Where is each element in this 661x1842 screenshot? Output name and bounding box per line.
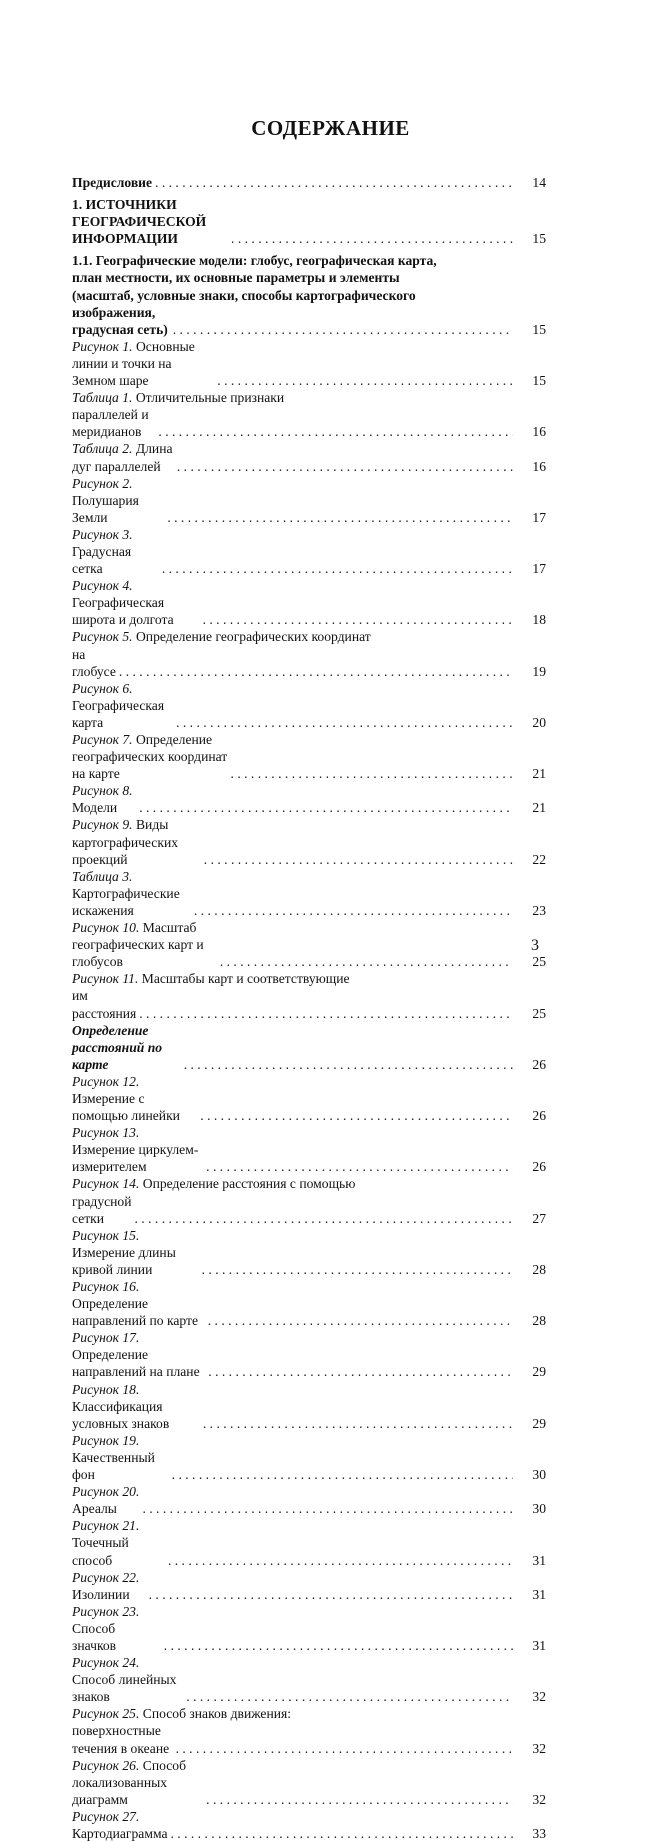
toc-entry-figure-23[interactable]	[72, 1603, 546, 1654]
toc-page: 33	[532, 1826, 546, 1841]
toc-entry-figure-4[interactable]	[72, 577, 546, 628]
dot-leader	[176, 1740, 513, 1757]
toc-page: 31	[532, 1586, 546, 1602]
toc-page: 31	[532, 1552, 546, 1568]
toc-page: 15	[532, 373, 546, 389]
dot-leader	[184, 1056, 513, 1073]
toc-prefix: Рисунок 16.	[72, 1279, 140, 1294]
toc-label: Способ локализованных диаграмм	[72, 1757, 187, 1807]
toc-entry-figure-8[interactable]	[72, 782, 546, 816]
toc-label: параллелей и меридианов	[72, 407, 149, 440]
toc-entry-table-3[interactable]	[72, 868, 546, 919]
toc-page: 32	[532, 1791, 546, 1807]
toc-label: Масштаб географических карт и глобусов	[72, 920, 204, 970]
toc-entry-figure-15[interactable]	[72, 1227, 546, 1278]
toc-entry-figure-19[interactable]	[72, 1432, 546, 1483]
toc-entry-figure-12[interactable]	[72, 1073, 546, 1124]
toc-entry-figure-11[interactable]	[72, 970, 546, 1021]
toc-page: 25	[532, 954, 546, 970]
toc-entry-figure-13[interactable]	[72, 1124, 546, 1175]
toc-page: 30	[532, 1501, 546, 1517]
dot-leader	[158, 423, 513, 440]
toc-label: Определение направлений по карте	[72, 1296, 199, 1329]
toc-page: 16	[532, 458, 546, 474]
dot-leader	[231, 230, 513, 247]
toc-label-line: план местности, их основные параметры и элементы	[72, 270, 400, 286]
toc-entry-distance-subsection[interactable]	[72, 1022, 546, 1073]
toc-entry-preface[interactable]	[72, 174, 546, 191]
toc-page: 20	[532, 714, 546, 730]
dot-leader	[208, 1312, 513, 1329]
toc-prefix: Рисунок 6.	[72, 680, 133, 696]
dot-leader	[194, 902, 513, 919]
toc-page: 32	[532, 1740, 546, 1756]
dot-leader	[203, 1415, 513, 1432]
toc-label: Определение направлений на плане	[72, 1347, 200, 1380]
toc-label: Географическая широта и долгота	[72, 595, 174, 628]
toc-page: 21	[532, 766, 546, 782]
toc-label: Виды картографических проекций	[72, 817, 179, 867]
toc-label: им расстояния	[72, 988, 137, 1021]
toc-label-line: Определение расстояния с помощью	[142, 1176, 356, 1192]
toc-entry-figure-14[interactable]	[72, 1175, 546, 1226]
toc-prefix: Рисунок 14.	[72, 1176, 140, 1192]
dot-leader	[172, 1466, 513, 1483]
toc-label-line: Отличительные признаки	[135, 390, 285, 406]
toc-prefix: Рисунок 17.	[72, 1330, 140, 1346]
toc-page: 25	[532, 1005, 546, 1021]
toc-prefix: Рисунок 26.	[72, 1757, 140, 1773]
toc-prefix: Рисунок 18.	[72, 1381, 140, 1397]
toc-entry-figure-22[interactable]	[72, 1569, 546, 1603]
toc-prefix: Рисунок 12.	[72, 1073, 140, 1089]
dot-leader	[204, 851, 513, 868]
toc-label: Основные линии и точки на Земном шаре	[72, 338, 195, 389]
dot-leader	[139, 1005, 513, 1022]
dot-leader	[149, 1586, 513, 1603]
toc-label: Измерение длины кривой линии	[72, 1244, 176, 1277]
toc-entry-figure-9[interactable]	[72, 816, 546, 867]
page-title: СОДЕРЖАНИЕ	[251, 116, 410, 140]
toc-entry-figure-16[interactable]	[72, 1278, 546, 1329]
toc-label: Определение географических координат на карте	[72, 732, 228, 782]
toc-prefix: Рисунок 8.	[72, 783, 133, 799]
toc-entry-figure-24[interactable]	[72, 1654, 546, 1705]
toc-entry-figure-20[interactable]	[72, 1483, 546, 1517]
toc-page: 16	[532, 424, 546, 440]
toc-entry-figure-6[interactable]	[72, 680, 546, 731]
toc-entry-table-2[interactable]	[72, 440, 546, 474]
toc-page: 23	[532, 902, 546, 918]
toc-page: 22	[532, 851, 546, 867]
dot-leader	[164, 1637, 513, 1654]
toc-page: 21	[532, 800, 546, 816]
toc-entry-figure-25[interactable]	[72, 1705, 546, 1756]
toc-label-line: Определение географических координат	[135, 629, 371, 645]
toc-label: Способ значков	[72, 1620, 117, 1653]
toc-label: Изолинии	[72, 1586, 130, 1602]
toc-label: Картодиаграмма	[72, 1826, 168, 1841]
dot-leader	[177, 458, 513, 475]
toc-page: 17	[532, 561, 546, 577]
toc-label: Модели	[72, 800, 118, 816]
toc-entry-figure-18[interactable]	[72, 1381, 546, 1432]
dot-leader	[168, 1552, 513, 1569]
toc-page: 32	[532, 1689, 546, 1705]
toc-label: Длина дуг параллелей	[72, 441, 173, 474]
dot-leader	[231, 765, 513, 782]
toc-prefix: Рисунок 9.	[72, 817, 133, 833]
toc-prefix: Рисунок 21.	[72, 1518, 140, 1534]
toc-label: Географическая карта	[72, 697, 165, 730]
toc-entry-figure-2[interactable]	[72, 475, 546, 526]
toc-label-line: Способ знаков движения:	[142, 1706, 292, 1722]
toc-prefix: Рисунок 20.	[72, 1484, 140, 1500]
page-number: 3	[531, 937, 539, 954]
toc-label: Градусная сетка	[72, 543, 132, 577]
toc-page: 29	[532, 1364, 546, 1380]
toc-prefix: Рисунок 2.	[72, 475, 133, 491]
toc-label: поверхностные течения в океане	[72, 1723, 170, 1756]
toc-page: 29	[532, 1415, 546, 1431]
toc-label: 1. ИСТОЧНИКИ ГЕОГРАФИЧЕСКОЙ ИНФОРМАЦИИ	[72, 197, 207, 247]
toc-prefix: Рисунок 13.	[72, 1125, 140, 1141]
toc-prefix: Рисунок 25.	[72, 1706, 140, 1722]
toc-prefix: Рисунок 27.	[72, 1808, 140, 1824]
toc-prefix: Рисунок 1.	[72, 338, 133, 354]
toc-page: 26	[532, 1108, 546, 1124]
dot-leader	[173, 321, 513, 338]
toc-prefix: Рисунок 24.	[72, 1655, 140, 1671]
dot-leader	[139, 799, 513, 816]
toc-label: Способ линейных знаков	[72, 1672, 177, 1705]
dot-leader	[203, 611, 513, 628]
table-of-contents	[72, 174, 546, 1842]
toc-page: 27	[532, 1210, 546, 1226]
toc-page: 19	[532, 663, 546, 679]
dot-leader	[170, 1825, 513, 1842]
toc-prefix: Рисунок 5.	[72, 629, 133, 645]
toc-entry-figure-7[interactable]	[72, 731, 546, 782]
toc-page: 15	[532, 321, 546, 337]
toc-label: Качественный фон	[72, 1449, 155, 1483]
toc-label: Предисловие	[72, 175, 153, 190]
toc-prefix: Рисунок 22.	[72, 1569, 140, 1585]
toc-entry-figure-3[interactable]	[72, 526, 546, 577]
toc-entry-figure-10[interactable]	[72, 919, 546, 970]
toc-entry-figure-1[interactable]	[72, 338, 546, 389]
toc-label: изображения, градусная сеть)	[72, 304, 168, 337]
toc-entry-table-1[interactable]	[72, 389, 546, 440]
toc-entry-figure-5[interactable]	[72, 628, 546, 679]
dot-leader	[206, 1158, 513, 1175]
toc-prefix: Рисунок 19.	[72, 1432, 140, 1448]
toc-prefix: Рисунок 4.	[72, 578, 133, 594]
toc-entry-section-1[interactable]	[72, 196, 546, 247]
toc-label: Классификация условных знаков	[72, 1398, 170, 1431]
toc-label: градусной сетки	[72, 1193, 132, 1226]
dot-leader	[202, 1261, 513, 1278]
toc-prefix: Рисунок 3.	[72, 526, 133, 542]
dot-leader	[155, 174, 513, 191]
toc-page: 15	[532, 231, 546, 247]
toc-page: 18	[532, 612, 546, 628]
toc-entry-section-1-1[interactable]	[72, 252, 546, 337]
toc-page: 17	[532, 509, 546, 525]
toc-label-line: 1.1. Географические модели: глобус, географическая карта,	[72, 253, 437, 269]
toc-label-line: Масштабы карт и соответствующие	[141, 971, 350, 987]
dot-leader	[142, 1500, 513, 1517]
toc-label: на глобусе	[72, 646, 116, 679]
toc-label: Определение расстояний по карте	[72, 1022, 163, 1072]
dot-leader	[167, 509, 513, 526]
toc-label: Точечный способ	[72, 1535, 129, 1568]
toc-label: Картографические искажения	[72, 885, 180, 918]
toc-entry-figure-27[interactable]	[72, 1808, 546, 1842]
toc-page: 30	[532, 1467, 546, 1483]
toc-page: 26	[532, 1159, 546, 1175]
dot-leader	[186, 1688, 513, 1705]
toc-page: 26	[532, 1056, 546, 1072]
toc-entry-figure-21[interactable]	[72, 1517, 546, 1568]
dot-leader	[176, 714, 513, 731]
toc-prefix: Таблица 2.	[72, 441, 133, 457]
toc-label: Измерение с помощью линейки	[72, 1090, 180, 1124]
dot-leader	[206, 1791, 513, 1808]
toc-page: 31	[532, 1637, 546, 1653]
toc-prefix: Рисунок 7.	[72, 732, 133, 747]
dot-leader	[135, 1210, 514, 1227]
toc-entry-figure-26[interactable]	[72, 1757, 546, 1808]
toc-prefix: Рисунок 11.	[72, 971, 139, 987]
dot-leader	[162, 560, 513, 577]
toc-prefix: Рисунок 23.	[72, 1603, 140, 1619]
toc-prefix: Таблица 1.	[72, 390, 133, 406]
toc-entry-figure-17[interactable]	[72, 1329, 546, 1380]
toc-label: Ареалы	[72, 1501, 117, 1517]
toc-prefix: Рисунок 15.	[72, 1227, 140, 1243]
toc-page: 28	[532, 1313, 546, 1329]
toc-page: 14	[532, 175, 546, 190]
dot-leader	[119, 663, 513, 680]
dot-leader	[220, 953, 513, 970]
toc-label: Измерение циркулем-измерителем	[72, 1142, 199, 1175]
toc-prefix: Рисунок 10.	[72, 920, 140, 936]
dot-leader	[200, 1107, 513, 1124]
toc-label-line: (масштаб, условные знаки, способы картографического	[72, 287, 416, 303]
dot-leader	[208, 1363, 513, 1380]
toc-page: 28	[532, 1261, 546, 1277]
toc-label: Полушария Земли	[72, 492, 139, 525]
dot-leader	[217, 372, 513, 389]
toc-prefix: Таблица 3.	[72, 868, 133, 884]
